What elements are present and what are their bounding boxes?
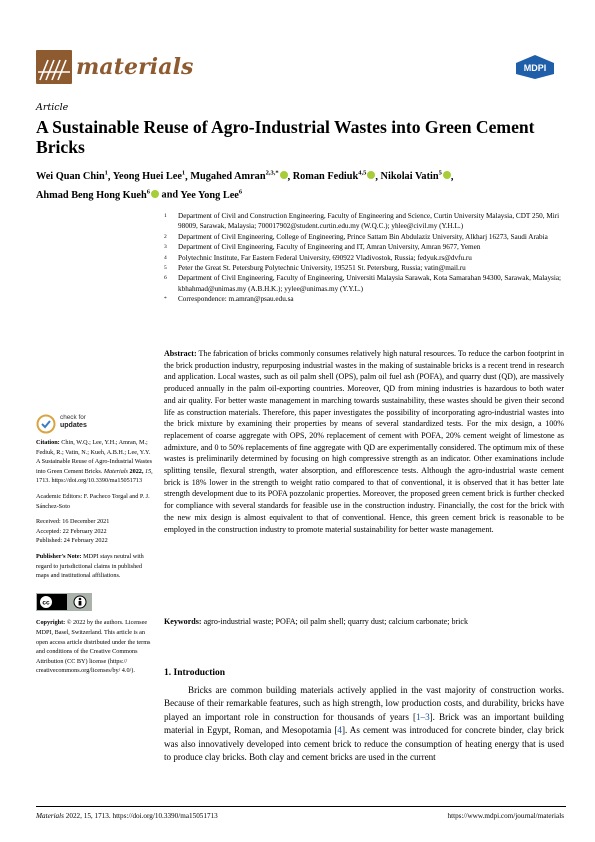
author-name: Yeong Huei Lee: [112, 171, 182, 183]
check-for-updates-button[interactable]: [36, 412, 146, 436]
citation-year: 2022,: [129, 467, 144, 475]
author-separator: ,: [107, 171, 113, 183]
citation-journal: Materials: [103, 467, 128, 475]
academic-editors: Academic Editors: F. Pacheco Torgal and P. J. Sánchez-Soto: [36, 492, 150, 510]
date-accepted: Accepted: 22 February 2022: [36, 527, 107, 535]
check-updates-line1: check for: [60, 414, 86, 421]
affiliation-item: [164, 273, 564, 294]
copyright: [36, 618, 154, 676]
author-affiliation-sup: 6: [146, 188, 150, 196]
affiliation-number: 1: [164, 213, 167, 219]
check-updates-icon: [36, 414, 56, 434]
journal-name: materials: [76, 54, 194, 80]
affiliations: [164, 211, 564, 305]
copyright-label: Copyright:: [36, 619, 66, 627]
footer-journal-url[interactable]: https://www.mdpi.com/journal/materials: [447, 812, 564, 820]
author[interactable]: [293, 171, 376, 182]
check-updates-text: [60, 414, 87, 430]
affiliation-number: 4: [164, 254, 167, 261]
affiliation-item: [164, 253, 564, 263]
orcid-icon[interactable]: [151, 190, 159, 198]
intro-text-b: ]. Brick was an important building material in Egypt, Roman, and Mesopotamia [: [164, 711, 564, 736]
intro-text-a: Bricks are common building materials actively applied in the vast majority of construction works. Because of their remarkable features, such as high strength, low production costs, and durability, bricks have played an important role in construction for thousands of years [: [164, 685, 564, 722]
dates: [36, 517, 154, 546]
affiliation-item: [164, 294, 564, 304]
cc-badge-label: cc: [42, 599, 50, 607]
author-separator: ,: [450, 171, 454, 183]
author-name: Nikolai Vatin: [380, 171, 439, 183]
citation-text: Chin, W.Q.; Lee, Y.H.; Amran, M.; Fediuk, R.; Vatin, N.; Kueh, A.B.H.; Lee, Y.Y. A Sustainable Reuse of Agro-Industrial Wastes into Green Cement Bricks.: [36, 439, 153, 475]
affiliation-text: Correspondence: m.amran@psau.edu.sa: [178, 295, 294, 304]
copyright-text: © 2022 by the authors. Licensee MDPI, Basel, Switzerland. This article is an open access article distributed under the terms and conditions of the Creative Commons Attribution (CC BY) license (https:// creativecommons.org/licenses/by/ 4.0/).: [36, 619, 151, 675]
author-separator: and: [158, 189, 181, 201]
date-received: Received: 16 December 2021: [36, 518, 110, 526]
affiliation-number: 6: [164, 275, 167, 282]
citation-doi-link[interactable]: 1713. https://doi.org/10.3390/ma15051713: [36, 477, 143, 485]
cc-by-license-icon[interactable]: [36, 593, 92, 611]
affiliation-number: 3: [164, 244, 167, 251]
citation-link[interactable]: 1–3: [416, 711, 430, 722]
author-affiliation-sup: 2,3,*: [265, 170, 279, 177]
abstract-label: Abstract:: [164, 349, 197, 358]
author-affiliation-sup: 4,5: [358, 170, 367, 177]
author[interactable]: [190, 171, 287, 182]
keywords: [164, 616, 564, 628]
author-separator: ,: [375, 171, 381, 183]
author-name: Roman Fediuk: [292, 171, 359, 183]
mdpi-logo-text: MDPI: [523, 63, 547, 73]
author-affiliation-sup: 6: [238, 188, 243, 196]
affiliation-item: [164, 232, 564, 242]
author[interactable]: [180, 190, 242, 201]
affiliation-number: *: [164, 296, 167, 303]
check-updates-line2: updates: [60, 422, 87, 429]
keywords-text: agro-industrial waste; POFA; oil palm shell; quarry dust; calcium carbonate; brick: [203, 617, 469, 626]
affiliation-text: Department of Civil and Construction Engineering, Faculty of Engineering and Science, Curtin University Malaysia, CDT 250, Miri 98009, Sarawak, Malaysia; 700017902@student.curtin.edu.my (W.Q.C.); yhlee@civil.my (Y.H.L.): [178, 212, 560, 231]
keywords-label: Keywords:: [164, 617, 202, 626]
author-list: [36, 166, 566, 203]
publisher-note: [36, 552, 154, 581]
affiliation-text: Department of Civil Engineering, Faculty of Engineering, Universiti Malaysia Sarawak, Kota Samarahan 94300, Sarawak, Malaysia; kbhahmad@unimas.my (A.B.H.K.); yylee@unimas.my (Y.Y.L.): [178, 274, 562, 293]
section-heading: 1. Introduction: [164, 668, 226, 678]
footer-citation-text[interactable]: 2022, 15, 1713. https://doi.org/10.3390/ma15051713: [65, 812, 218, 820]
date-published: Published: 24 February 2022: [36, 537, 108, 545]
citation: [36, 438, 154, 486]
footer-divider: [36, 806, 566, 807]
affiliation-text: Department of Civil Engineering, College of Engineering, Prince Sattam Bin Abdulaziz University, Alkharj 16273, Saudi Arabia: [178, 232, 548, 241]
abstract-text: The fabrication of bricks commonly consumes relatively high natural resources. To reduce the carbon footprint in the brick production industry, repurposing industrial wastes in the making of sustainable bricks is a recent trend in research and application. Local wastes, such as oil palm shell (OPS), palm oil fuel ash (POFA), and quarry dust (QD), are massively produced annually in the palm oil-exporting countries. Moreover, QD from mining industries is hazardous to both water and air quality. For better waste management in marching towards sustainability, these wastes should be given their second life as construction materials. Therefore, this paper investigates the possibility of incorporating agro-industrial wastes into the brick mixture by examining their properties by means of several standardized tests. For the mix design, a 100% replacement of coarse aggregate with OPS, 20% replacement of cement with POFA, 20% cement weight of limestone as admixture, and 0 to 50% replacements of fine aggregate with QD are experimentally considered. The optimum mix of these wastes is preliminarily determined by focusing on high compressive strength as an indicator. Other examinations include splitting tensile, flexural strength, water absorption, and efflorescence tests. Although the agro-industrial waste cement brick is 18% lower in the strength to weight ratio compared to that of conventional, it is observed that it has better late strength development due to its POFA pozzolanic properties. Moreover, the proposed green cement brick is further checked for compliance with several standards for feasible use in the construction industry. Financially, the cost for the brick with the new mix design is almost equivalent to that of conventional. Hence, this green cement brick is reasonable to be employed in the construction industry to promote material sustainability for better waste management.: [164, 349, 564, 534]
affiliation-item: [164, 242, 564, 252]
author[interactable]: [36, 190, 159, 201]
author-name: Ahmad Beng Hong Kueh: [36, 189, 147, 201]
mdpi-logo-icon[interactable]: [514, 54, 556, 80]
abstract: [164, 348, 564, 535]
author[interactable]: [36, 171, 108, 182]
materials-logo-icon: [36, 50, 72, 84]
affiliation-item: [164, 211, 564, 232]
author-name: Mugahed Amran: [190, 171, 266, 183]
article-type: Article: [36, 102, 69, 113]
journal-logo[interactable]: [36, 40, 276, 84]
affiliation-text: Polytechnic Institute, Far Eastern Federal University, 690922 Vladivostok, Russia; fedyuk.rs@dvfu.ru: [178, 253, 472, 262]
article-title: A Sustainable Reuse of Agro-Industrial Wastes into Green Cement Bricks: [36, 117, 535, 157]
footer-citation: [36, 812, 218, 820]
author-name: Wei Quan Chin: [36, 171, 105, 183]
author-separator: ,: [287, 171, 293, 183]
affiliation-text: Peter the Great St. Petersburg Polytechnic University, 195251 St. Petersburg, Russia; vatin@mail.ru: [178, 264, 466, 273]
publisher-note-text: MDPI stays neutral with regard to jurisdictional claims in published maps and institutional affiliations.: [36, 552, 144, 580]
citation-link[interactable]: 4: [337, 725, 342, 736]
author-name: Yee Yong Lee: [180, 189, 239, 201]
section-body: [164, 684, 564, 764]
citation-volume: 15,: [144, 467, 153, 475]
orcid-icon[interactable]: [443, 171, 451, 179]
orcid-icon[interactable]: [280, 171, 288, 179]
intro-text-c: ]. As cement was introduced for concrete binder, clay brick was also innovatively developed into cement brick to reduce the consumption of heating energy that is used to produce clay bricks. Both clay and cement bricks are used in the current: [164, 725, 564, 763]
publisher-note-label: Publisher's Note:: [36, 552, 82, 560]
author-affiliation-sup: 5: [438, 170, 442, 177]
author-affiliation-sup: 1: [104, 170, 108, 177]
affiliation-number: 2: [164, 233, 167, 240]
affiliation-text: Department of Civil Engineering, Faculty of Engineering and IT, Amran University, Amran 9677, Yemen: [178, 243, 481, 252]
author[interactable]: [381, 171, 451, 182]
citation-label: Citation:: [36, 439, 60, 446]
footer-journal: Materials: [36, 812, 64, 820]
affiliation-item: [164, 263, 564, 273]
author[interactable]: [113, 171, 185, 182]
author-affiliation-sup: 1: [181, 170, 186, 177]
affiliation-number: 5: [164, 265, 167, 272]
author-separator: ,: [185, 171, 191, 183]
left-sidebar: [36, 438, 154, 682]
